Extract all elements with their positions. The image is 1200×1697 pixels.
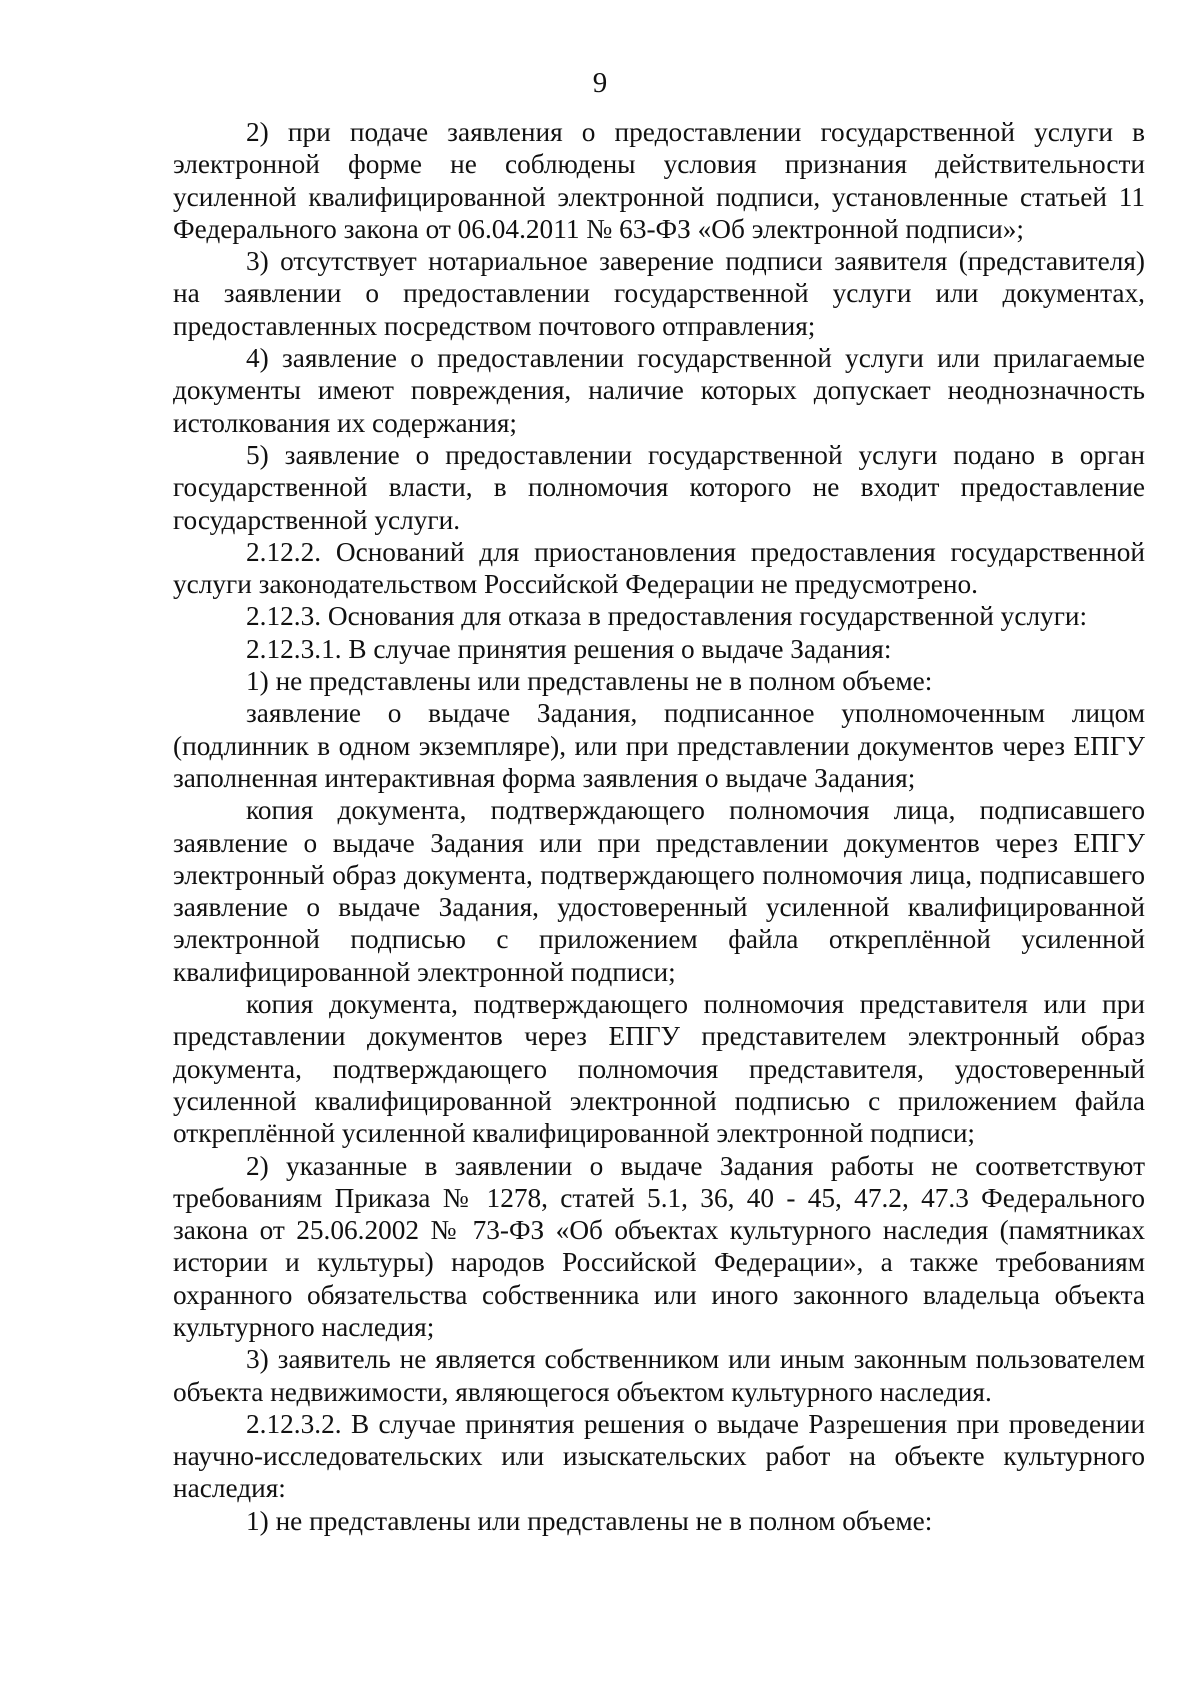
document-body bbox=[173, 116, 1145, 1537]
paragraph: 2.12.3. Основания для отказа в предоставления государственной услуги: bbox=[246, 601, 1088, 632]
paragraph: 3) отсутствует нотариальное заверение подписи заявителя (представителя) на заявлении о предоставлении государственной услуги или документах, предоставленных посредством почтового отправления; bbox=[173, 246, 1145, 341]
paragraph: 2) указанные в заявлении о выдаче Задания работы не соответствуют требованиям Приказа № 1278, статей 5.1, 36, 40 - 45, 47.2, 47.3 Федерального закона от 25.06.2002 № 73-ФЗ «Об объектах культурного наследия (памятниках истории и культуры) народов Российской Федерации», а также требованиям охранного обязательства собственника или иного законного владельца объекта культурного наследия; bbox=[173, 1150, 1145, 1342]
paragraph: 2.12.3.1. В случае принятия решения о выдаче Задания: bbox=[246, 633, 892, 664]
paragraph: 4) заявление о предоставлении государственной услуги или прилагаемые документы имеют повреждения, наличие которых допускает неоднозначность истолкования их содержания; bbox=[173, 343, 1145, 438]
paragraph: 1) не представлены или представлены не в полном объеме: bbox=[246, 1505, 933, 1536]
paragraph: 3) заявитель не является собственником или иным законным пользователем объекта недвижимости, являющегося объектом культурного наследия. bbox=[173, 1344, 1145, 1407]
page-number: 9 bbox=[592, 67, 608, 99]
paragraph: 1) не представлены или представлены не в полном объеме: bbox=[246, 666, 933, 697]
paragraph: заявление о выдаче Задания, подписанное уполномоченным лицом (подлинник в одном экземпляре), или при представлении документов через ЕПГУ заполненная интерактивная форма заявления о выдаче Задания; bbox=[173, 698, 1145, 793]
paragraph: 2.12.2. Оснований для приостановления предоставления государственной услуги законодательством Российской Федерации не предусмотрено. bbox=[173, 536, 1145, 600]
paragraph: копия документа, подтверждающего полномочия представителя или при представлении документов через ЕПГУ представителем электронный образ документа, подтверждающего полномочия представителя, удостоверенный усиленной квалифицированной электронной подписью с приложением файла откреплённой усиленной квалифицированной электронной подписи; bbox=[173, 989, 1145, 1149]
paragraph: 2) при подаче заявления о предоставлении государственной услуги в электронной форме не соблюдены условия признания действительности усиленной квалифицированной электронной подписи, установленные статьей 11 Федерального закона от 06.04.2011 № 63-ФЗ «Об электронной подписи»; bbox=[173, 117, 1145, 244]
paragraph: 2.12.3.2. В случае принятия решения о выдаче Разрешения при проведении научно-исследовательских или изыскательских работ на объекте культурного наследия: bbox=[173, 1408, 1145, 1504]
paragraph: 5) заявление о предоставлении государственной услуги подано в орган государственной власти, в полномочия которого не входит предоставление государственной услуги. bbox=[173, 439, 1145, 535]
paragraph: копия документа, подтверждающего полномочия лица, подписавшего заявление о выдаче Задания или при представлении документов через ЕПГУ электронный образ документа, подтверждающего полномочия лица, подписавшего заявление о выдаче Задания, удостоверенный усиленной квалифицированной электронной подписью с приложением файла откреплённой усиленной квалифицированной электронной подписи; bbox=[173, 795, 1145, 987]
